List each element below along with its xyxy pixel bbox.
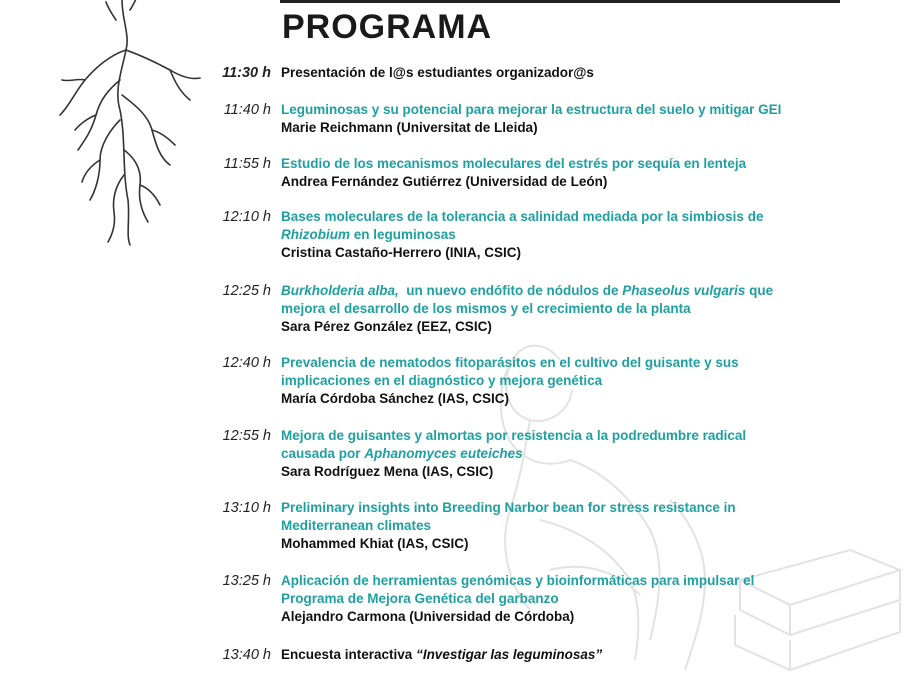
item-title-italic: “Investigar las leguminosas” xyxy=(416,647,603,662)
time-label: 13:10 h xyxy=(222,500,271,516)
speaker: Sara Rodríguez Mena (IAS, CSIC) xyxy=(281,464,494,479)
time-label: 12:25 h xyxy=(222,283,271,299)
talk-italic-term: Burkholderia alba, xyxy=(281,283,399,298)
talk-italic-term: Phaseolus vulgaris xyxy=(622,283,746,298)
speaker: Andrea Fernández Gutiérrez (Universidad de León) xyxy=(281,174,608,189)
talk-title-start: causada por xyxy=(281,446,365,461)
speaker: Mohammed Khiat (IAS, CSIC) xyxy=(281,536,469,551)
talk-title-line2: implicaciones en el diagnóstico y mejora genética xyxy=(281,373,603,388)
talk-title-end: que xyxy=(745,283,774,298)
time-label: 12:40 h xyxy=(222,355,271,371)
talk-title-rest: en leguminosas xyxy=(350,227,456,242)
time-label: 13:25 h xyxy=(222,573,271,589)
speaker: María Córdoba Sánchez (IAS, CSIC) xyxy=(281,391,510,406)
speaker: Alejandro Carmona (Universidad de Córdoba) xyxy=(281,609,575,624)
page-title: PROGRAMA xyxy=(282,8,493,46)
speaker: Sara Pérez González (EEZ, CSIC) xyxy=(281,319,492,334)
talk-title-line2: mejora el desarrollo de los mismos y el crecimiento de la planta xyxy=(281,301,691,316)
time-label: 12:55 h xyxy=(222,428,271,444)
speaker: Marie Reichmann (Universitat de Lleida) xyxy=(281,120,538,135)
talk-title-line2: Programa de Mejora Genética del garbanzo xyxy=(281,591,559,606)
talk-title-line1 xyxy=(281,282,841,300)
item-title: Encuesta interactiva xyxy=(281,647,417,662)
time-label: 11:40 h xyxy=(223,102,271,118)
talk-italic-term: Rhizobium xyxy=(281,227,350,242)
talk-title-mid: un nuevo endófito de nódulos de xyxy=(398,283,623,298)
talk-title-line1: Bases moleculares de la tolerancia a salinidad mediada por la simbiosis de xyxy=(281,209,764,224)
talk-title: Estudio de los mecanismos moleculares del estrés por sequía en lenteja xyxy=(281,156,747,171)
time-label: 12:10 h xyxy=(222,209,271,225)
talk-title-line2 xyxy=(281,445,841,463)
time-label: 11:55 h xyxy=(223,156,271,172)
talk-title-line1: Preliminary insights into Breeding Narbor bean for stress resistance in xyxy=(281,500,736,515)
item-title: Presentación de l@s estudiantes organizador@s xyxy=(281,65,594,80)
talk-title-line1: Prevalencia de nematodos fitoparásitos en el cultivo del guisante y sus xyxy=(281,355,739,370)
talk-title-line1: Aplicación de herramientas genómicas y bioinformáticas para impulsar el xyxy=(281,573,755,588)
header-rule xyxy=(280,0,840,3)
time-label: 13:40 h xyxy=(222,647,271,663)
talk-title: Leguminosas y su potencial para mejorar la estructura del suelo y mitigar GEI xyxy=(281,102,782,117)
talk-title-line2 xyxy=(281,226,841,244)
time-label: 11:30 h xyxy=(222,65,271,81)
talk-title-line2: Mediterranean climates xyxy=(281,518,432,533)
speaker: Cristina Castaño-Herrero (INIA, CSIC) xyxy=(281,245,522,260)
talk-italic-term: Aphanomyces euteiches xyxy=(364,446,523,461)
talk-title-line1: Mejora de guisantes y almortas por resistencia a la podredumbre radical xyxy=(281,428,747,443)
